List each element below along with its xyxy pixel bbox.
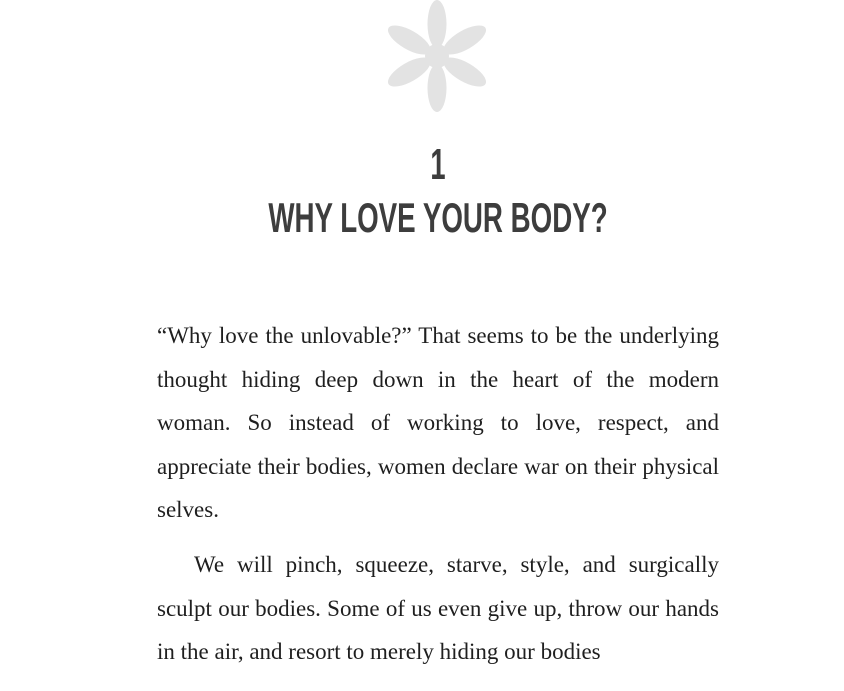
paragraph-2: We will pinch, squeeze, starve, style, and surgically sculpt our bodies. Some of us even give up, throw our hands in the air, and resort to merely hiding our bodies — [157, 551, 719, 665]
chapter-number: 1 — [430, 140, 446, 189]
paragraph-1: “Why love the unlovable?” That seems to be the underlying thought hiding deep down in the heart of the modern woman. So instead of working to love, respect, and appreciate their bodies, women declare war on their physical selves. — [157, 323, 719, 523]
chapter-body — [157, 314, 719, 674]
flower-asterisk-icon — [384, 0, 490, 112]
chapter-title: WHY LOVE YOUR BODY? — [268, 194, 608, 241]
